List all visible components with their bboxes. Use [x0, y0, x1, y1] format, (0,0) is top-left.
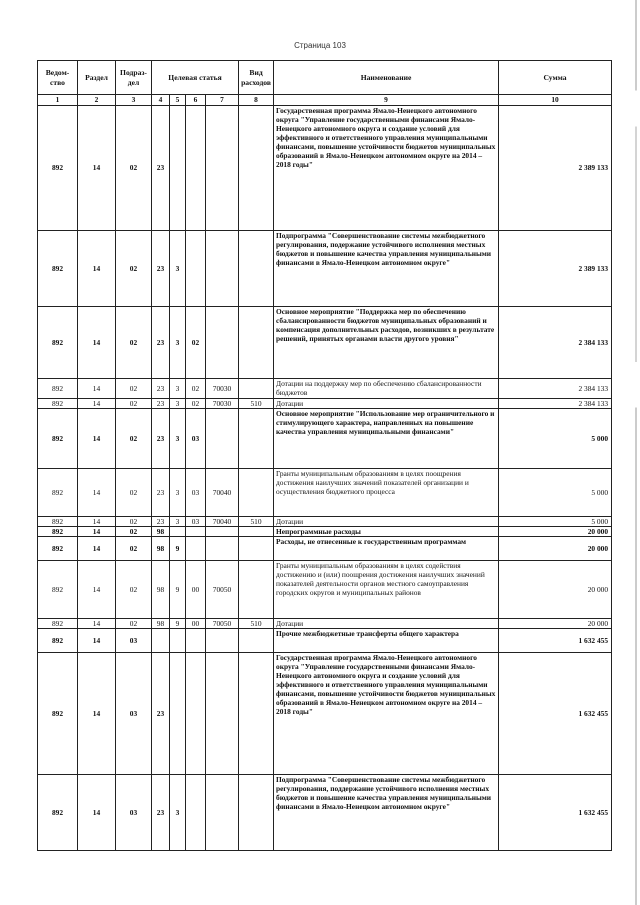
- cell-razdel: 14: [78, 409, 116, 469]
- scan-edge: [635, 0, 637, 905]
- cell-cs-direction: 70040: [206, 517, 239, 527]
- cell-vid-rashodov: [239, 775, 274, 851]
- cell-cs-subprogram: 3: [170, 517, 186, 527]
- cell-cs-direction: [206, 527, 239, 537]
- header-naimenovanie: Наименование: [274, 61, 499, 95]
- cell-cs-program: 23: [152, 231, 170, 307]
- cell-summa: 1 632 455: [499, 653, 612, 775]
- cell-cs-program: 23: [152, 775, 170, 851]
- cell-vid-rashodov: [239, 653, 274, 775]
- cell-cs-direction: [206, 653, 239, 775]
- cell-cs-program: 98: [152, 619, 170, 629]
- cell-cs-event: [186, 653, 206, 775]
- cell-cs-subprogram: 9: [170, 619, 186, 629]
- cell-vedomstvo: 892: [38, 106, 78, 231]
- cell-razdel: 14: [78, 653, 116, 775]
- cell-vid-rashodov: 510: [239, 619, 274, 629]
- header-row: [38, 61, 612, 95]
- table-row: [38, 469, 612, 517]
- cell-razdel: 14: [78, 629, 116, 653]
- cell-vid-rashodov: [239, 629, 274, 653]
- cell-cs-program: 23: [152, 469, 170, 517]
- table-body: [38, 106, 612, 851]
- cell-cs-event: [186, 527, 206, 537]
- cell-razdel: 14: [78, 106, 116, 231]
- cell-cs-event: 02: [186, 307, 206, 379]
- cell-vedomstvo: 892: [38, 231, 78, 307]
- cell-vid-rashodov: [239, 561, 274, 619]
- cell-cs-subprogram: [170, 629, 186, 653]
- column-number-row: [38, 95, 612, 106]
- table-row: [38, 399, 612, 409]
- cell-vid-rashodov: 510: [239, 517, 274, 527]
- cell-cs-event: 03: [186, 469, 206, 517]
- cell-naimenovanie: Дотации: [274, 619, 499, 629]
- col-number: 4: [152, 95, 170, 106]
- cell-summa: 20 000: [499, 527, 612, 537]
- cell-podrazdel: 02: [116, 106, 152, 231]
- cell-vedomstvo: 892: [38, 653, 78, 775]
- cell-cs-direction: 70030: [206, 399, 239, 409]
- cell-vedomstvo: 892: [38, 517, 78, 527]
- col-number: 6: [186, 95, 206, 106]
- table-row: [38, 629, 612, 653]
- cell-naimenovanie: Непрограммные расходы: [274, 527, 499, 537]
- col-number: 9: [274, 95, 499, 106]
- cell-cs-program: 23: [152, 399, 170, 409]
- cell-vedomstvo: 892: [38, 537, 78, 561]
- cell-cs-subprogram: 3: [170, 399, 186, 409]
- cell-vid-rashodov: [239, 106, 274, 231]
- cell-cs-program: 23: [152, 653, 170, 775]
- header-celevaya-statya: Целевая статья: [152, 61, 239, 95]
- cell-summa: 20 000: [499, 619, 612, 629]
- col-number: 10: [499, 95, 612, 106]
- cell-podrazdel: 03: [116, 653, 152, 775]
- cell-naimenovanie: Государственная программа Ямало-Ненецкого автономного округа "Управление государственными финансами Ямало-Ненецкого автономного округа и создание условий для эффективного и ответственного управления муниципальными финансами, повышение устойчивости бюджетов муниципальных образований в Ямало-Ненецком автономном округе на 2014 – 2018 годы": [274, 653, 499, 775]
- cell-cs-event: [186, 775, 206, 851]
- cell-summa: 20 000: [499, 537, 612, 561]
- cell-cs-event: [186, 231, 206, 307]
- cell-naimenovanie: Подпрограмма "Совершенствование системы межбюджетного регулирования, подержание устойчивого исполнения местных бюджетов и повышение качества управления муниципальными финансами в Ямало-Ненецком автономном округе": [274, 231, 499, 307]
- cell-summa: 2 389 133: [499, 231, 612, 307]
- cell-vid-rashodov: [239, 527, 274, 537]
- cell-razdel: 14: [78, 561, 116, 619]
- table-row: [38, 517, 612, 527]
- cell-summa: 5 000: [499, 409, 612, 469]
- col-number: 1: [38, 95, 78, 106]
- cell-vedomstvo: 892: [38, 307, 78, 379]
- cell-cs-program: 23: [152, 307, 170, 379]
- cell-cs-direction: [206, 231, 239, 307]
- cell-summa: 5 000: [499, 517, 612, 527]
- cell-razdel: 14: [78, 619, 116, 629]
- cell-cs-program: [152, 629, 170, 653]
- cell-naimenovanie: Основное мероприятие "Поддержка мер по обеспечению сбалансированности бюджетов муниципальных образований и компенсация дополнительных расходов, возникших в результате решений, принятых органами власти другого уровня": [274, 307, 499, 379]
- cell-cs-subprogram: 3: [170, 307, 186, 379]
- cell-summa: 2 384 133: [499, 307, 612, 379]
- cell-vedomstvo: 892: [38, 629, 78, 653]
- cell-naimenovanie: Основное мероприятие "Использование мер ограничительного и стимулирующего характера, направленных на повышение качества управления муниципальными финансами": [274, 409, 499, 469]
- cell-vid-rashodov: [239, 307, 274, 379]
- cell-cs-subprogram: [170, 527, 186, 537]
- cell-vedomstvo: 892: [38, 775, 78, 851]
- cell-podrazdel: 02: [116, 517, 152, 527]
- table-row: [38, 619, 612, 629]
- cell-vid-rashodov: 510: [239, 399, 274, 409]
- page-label: Страница 103: [294, 41, 346, 50]
- cell-vid-rashodov: [239, 409, 274, 469]
- header-razdel: Раздел: [78, 61, 116, 95]
- cell-cs-program: 98: [152, 561, 170, 619]
- cell-razdel: 14: [78, 469, 116, 517]
- cell-razdel: 14: [78, 399, 116, 409]
- cell-cs-direction: 70050: [206, 561, 239, 619]
- header-summa: Сумма: [499, 61, 612, 95]
- cell-naimenovanie: Расходы, не отнесенные к государственным программам: [274, 537, 499, 561]
- col-number: 2: [78, 95, 116, 106]
- cell-cs-direction: [206, 537, 239, 561]
- cell-cs-program: 98: [152, 527, 170, 537]
- cell-cs-direction: [206, 106, 239, 231]
- cell-podrazdel: 02: [116, 379, 152, 399]
- col-number: 3: [116, 95, 152, 106]
- cell-podrazdel: 02: [116, 619, 152, 629]
- cell-cs-program: 23: [152, 106, 170, 231]
- table-row: [38, 653, 612, 775]
- cell-cs-event: 02: [186, 399, 206, 409]
- table-row: [38, 527, 612, 537]
- cell-podrazdel: 02: [116, 409, 152, 469]
- budget-table: [37, 60, 612, 851]
- cell-cs-program: 98: [152, 537, 170, 561]
- cell-summa: 5 000: [499, 469, 612, 517]
- cell-vedomstvo: 892: [38, 399, 78, 409]
- cell-naimenovanie: Подпрограмма "Совершенствование системы межбюджетного регулирования, поддержание устойчивого исполнения местных бюджетов и повышение качества управления муниципальными финансами в Ямало-Ненецком автономном округе": [274, 775, 499, 851]
- table-row: [38, 106, 612, 231]
- cell-cs-event: 02: [186, 379, 206, 399]
- cell-cs-event: [186, 537, 206, 561]
- cell-cs-subprogram: 9: [170, 561, 186, 619]
- cell-cs-direction: [206, 307, 239, 379]
- header-vedomstvo: Ведом-ство: [38, 61, 78, 95]
- cell-cs-event: 00: [186, 561, 206, 619]
- cell-cs-subprogram: 3: [170, 409, 186, 469]
- cell-cs-event: 03: [186, 517, 206, 527]
- cell-naimenovanie: Дотации: [274, 399, 499, 409]
- cell-cs-subprogram: 3: [170, 379, 186, 399]
- cell-vedomstvo: 892: [38, 469, 78, 517]
- header-podrazdel: Подраз-дел: [116, 61, 152, 95]
- table-row: [38, 379, 612, 399]
- table-row: [38, 561, 612, 619]
- cell-cs-program: 23: [152, 409, 170, 469]
- cell-podrazdel: 02: [116, 231, 152, 307]
- cell-cs-direction: [206, 629, 239, 653]
- col-number: 8: [239, 95, 274, 106]
- cell-summa: 20 000: [499, 561, 612, 619]
- cell-podrazdel: 02: [116, 399, 152, 409]
- cell-vedomstvo: 892: [38, 379, 78, 399]
- cell-cs-direction: [206, 409, 239, 469]
- cell-vedomstvo: 892: [38, 527, 78, 537]
- cell-razdel: 14: [78, 379, 116, 399]
- cell-vid-rashodov: [239, 231, 274, 307]
- cell-cs-event: [186, 629, 206, 653]
- cell-podrazdel: 02: [116, 561, 152, 619]
- cell-naimenovanie: Государственная программа Ямало-Ненецкого автономного округа "Управление государственными финансами Ямало-Ненецкого автономного округа и создание условий для эффективного и ответственного управления муниципальными финансами, повышение устойчивости бюджетов муниципальных образований в Ямало-Ненецком автономном округе на 2014 – 2018 годы": [274, 106, 499, 231]
- cell-vedomstvo: 892: [38, 409, 78, 469]
- cell-razdel: 14: [78, 527, 116, 537]
- cell-naimenovanie: Гранты муниципальным образованиям в целях содействия достижению и (или) поощрения достижения наилучших значений показателей деятельности органов местного самоуправления городских округов и муниципальных районов: [274, 561, 499, 619]
- cell-podrazdel: 02: [116, 527, 152, 537]
- cell-vid-rashodov: [239, 537, 274, 561]
- col-number: 5: [170, 95, 186, 106]
- cell-summa: 1 632 455: [499, 629, 612, 653]
- cell-summa: 1 632 455: [499, 775, 612, 851]
- cell-vid-rashodov: [239, 469, 274, 517]
- cell-vid-rashodov: [239, 379, 274, 399]
- cell-cs-subprogram: 3: [170, 775, 186, 851]
- cell-cs-direction: 70030: [206, 379, 239, 399]
- cell-razdel: 14: [78, 775, 116, 851]
- cell-razdel: 14: [78, 231, 116, 307]
- cell-razdel: 14: [78, 537, 116, 561]
- table-row: [38, 307, 612, 379]
- cell-cs-program: 23: [152, 379, 170, 399]
- cell-podrazdel: 03: [116, 629, 152, 653]
- cell-summa: 2 389 133: [499, 106, 612, 231]
- cell-cs-event: 03: [186, 409, 206, 469]
- cell-cs-direction: 70040: [206, 469, 239, 517]
- cell-cs-subprogram: 3: [170, 469, 186, 517]
- table-row: [38, 537, 612, 561]
- table-row: [38, 231, 612, 307]
- cell-cs-direction: 70050: [206, 619, 239, 629]
- cell-cs-direction: [206, 775, 239, 851]
- cell-summa: 2 384 133: [499, 379, 612, 399]
- cell-podrazdel: 02: [116, 469, 152, 517]
- cell-cs-subprogram: [170, 653, 186, 775]
- cell-cs-subprogram: 3: [170, 231, 186, 307]
- cell-razdel: 14: [78, 307, 116, 379]
- cell-cs-subprogram: [170, 106, 186, 231]
- header-vid-rashodov: Вид расходов: [239, 61, 274, 95]
- cell-vedomstvo: 892: [38, 561, 78, 619]
- cell-podrazdel: 02: [116, 537, 152, 561]
- table-row: [38, 409, 612, 469]
- cell-cs-event: 00: [186, 619, 206, 629]
- cell-naimenovanie: Прочие межбюджетные трансферты общего характера: [274, 629, 499, 653]
- cell-vedomstvo: 892: [38, 619, 78, 629]
- cell-razdel: 14: [78, 517, 116, 527]
- cell-cs-event: [186, 106, 206, 231]
- cell-podrazdel: 02: [116, 307, 152, 379]
- cell-summa: 2 384 133: [499, 399, 612, 409]
- cell-naimenovanie: Гранты муниципальным образованиям в целях поощрения достижения наилучших значений показателей организации и осуществления бюджетного процесса: [274, 469, 499, 517]
- cell-naimenovanie: Дотации на поддержку мер по обеспечению сбалансированности бюджетов: [274, 379, 499, 399]
- cell-naimenovanie: Дотации: [274, 517, 499, 527]
- cell-podrazdel: 03: [116, 775, 152, 851]
- table-row: [38, 775, 612, 851]
- cell-cs-program: 23: [152, 517, 170, 527]
- col-number: 7: [206, 95, 239, 106]
- cell-cs-subprogram: 9: [170, 537, 186, 561]
